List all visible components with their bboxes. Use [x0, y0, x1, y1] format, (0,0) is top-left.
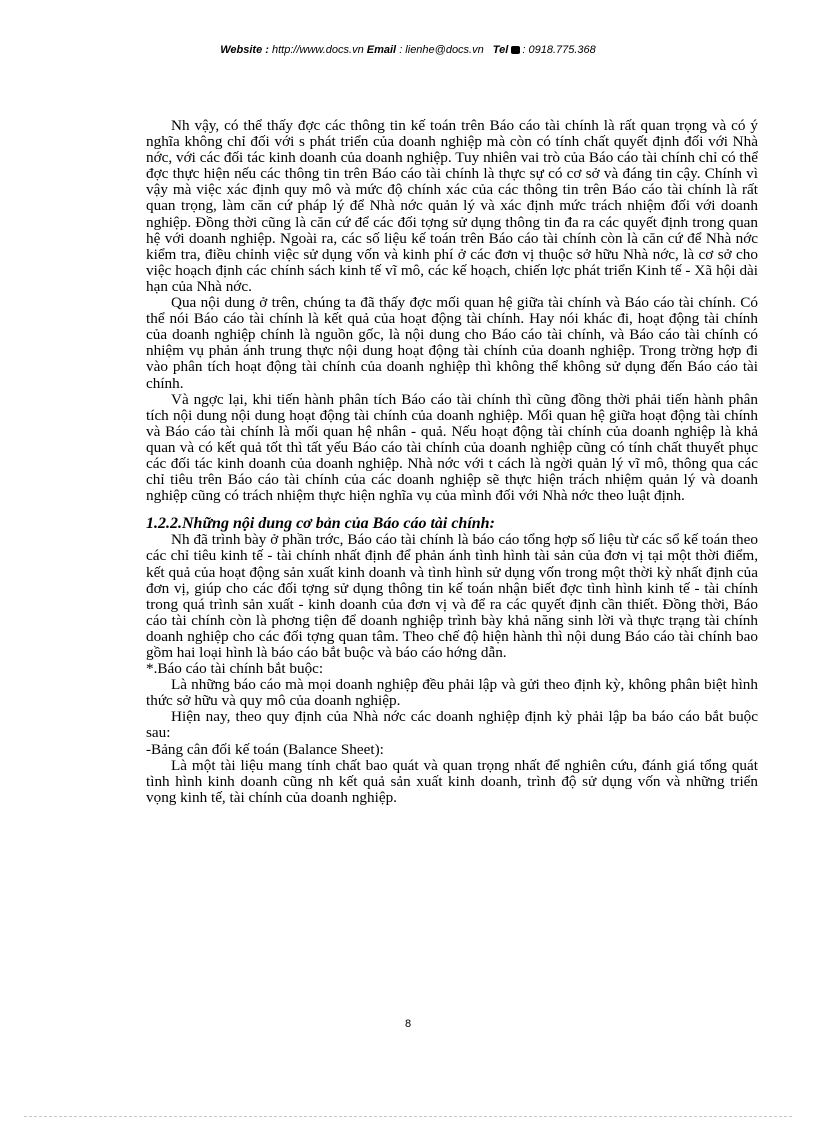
- paragraph-2: Qua nội dung ở trên, chúng ta đã thấy đợc mối quan hệ giữa tài chính và Báo cáo tài chính. Có thể nói Báo cáo tài chính là kết quả của hoạt động tài chính. Hay nói khác đi, hoạt động tài chính của doanh nghiệp chính là nguồn gốc, là nội dung cho Báo cáo tài chính, và Báo cáo tài chính có nhiệm vụ phản ánh trung thực nội dung hoạt động tài chính của doanh nghiệp. Trong trờng hợp đi vào phân tích hoạt động tài chính của doanh nghiệp thì không thể không sử dụng đến Báo cáo tài chính.: [146, 294, 758, 392]
- phone-icon: [511, 46, 520, 54]
- page-header: [0, 44, 816, 56]
- paragraph-7: Hiện nay, theo quy định của Nhà nớc các doanh nghiệp định kỳ phải lập ba báo cáo bắt buộc sau:: [146, 708, 758, 742]
- tel-label: Tel: [492, 44, 509, 56]
- paragraph-5: *.Báo cáo tài chính bắt buộc:: [146, 660, 324, 678]
- section-heading: 1.2.2.Những nội dung cơ bản của Báo cáo tài chính:: [146, 515, 495, 533]
- phone-number: : 0918.775.368: [522, 44, 596, 56]
- website-url[interactable]: http://www.docs.vn: [271, 44, 364, 56]
- paragraph-8: -Bảng cân đối kế toán (Balance Sheet):: [146, 740, 384, 758]
- paragraph-6: Là những báo cáo mà mọi doanh nghiệp đều phải lập và gửi theo định kỳ, không phân biệt hình thức sở hữu và quy mô của doanh nghiệp.: [146, 676, 758, 710]
- paragraph-1: Nh vậy, có thể thấy đợc các thông tin kế toán trên Báo cáo tài chính là rất quan trọng và có ý nghĩa không chỉ đối với s phát triển của doanh nghiệp mà còn có tính chất quyết định đối với Nhà nớc, với các đối tác kinh doanh của doanh nghiệp. Tuy nhiên vai trò của Báo cáo tài chính chỉ có thể đợc thực hiện nếu các thông tin trên Báo cáo tài chính là thực sự có cơ sở và đáng tin cậy. Chính vì vậy mà việc xác định quy mô và mức độ chính xác của các thông tin trên Báo cáo tài chính là rất quan trọng, làm căn cứ pháp lý để Nhà nớc quản lý và xác định mức trách nhiệm đối với doanh nghiệp. Đồng thời cũng là căn cứ để các đối tợng sử dụng thông tin đa ra các quyết định trong quan hệ với doanh nghiệp. Ngoài ra, các số liệu kế toán trên Báo cáo tài chính còn là căn cứ để Nhà nớc kiểm tra, điều chỉnh việc sử dụng vốn và kinh phí ở các đơn vị thuộc sở hữu Nhà nớc, là cơ sở cho việc hoạch định các chính sách kinh tế vĩ mô, các kế hoạch, chiến lợc phát triển Kinh tế - Xã hội dài hạn của Nhà nớc.: [146, 117, 758, 295]
- email-label: Email: [366, 44, 397, 56]
- footer-divider: [24, 1116, 792, 1117]
- paragraph-3: Và ngợc lại, khi tiến hành phân tích Báo cáo tài chính thì cũng đồng thời phải tiến hành phân tích nội dung nội dung hoạt động tài chính của doanh nghiệp. Mối quan hệ giữa hoạt động tài chính và Báo cáo tài chính là mối quan hệ nhân - quả. Nếu hoạt động tài chính của doanh nghiệp là khả quan và có kết quả tốt thì tất yếu Báo cáo tài chính của doanh nghiệp cũng có tính chất thuyết phục các đối tác kinh doanh của doanh nghiệp. Nhà nớc với t cách là ngời quản lý vĩ mô, thông qua các chỉ tiêu trên Báo cáo tài chính của các doanh nghiệp sẽ thực hiện trách nhiệm quản lý và doanh nghiệp cũng có trách nhiệm thực hiện nghĩa vụ của mình đối với Nhà nớc theo luật định.: [146, 390, 758, 505]
- website-label: Website :: [220, 44, 269, 56]
- email-address[interactable]: : lienhe@docs.vn: [399, 44, 484, 56]
- paragraph-9: Là một tài liệu mang tính chất bao quát và quan trọng nhất để nghiên cứu, đánh giá tổng quát tình hình kinh doanh cũng nh kết quả sản xuất kinh doanh, trình độ sử dụng vốn và những triển vọng kinh tế, tài chính của doanh nghiệp.: [146, 756, 758, 806]
- paragraph-4: Nh đã trình bày ở phần trớc, Báo cáo tài chính là báo cáo tổng hợp số liệu từ các sổ kế toán theo các chỉ tiêu kinh tế - tài chính nhất định để phản ánh tình hình tài sản của đơn vị tại một thời điểm, kết quả của hoạt động sản xuất kinh doanh và tình hình sử dụng vốn trong một thời kỳ nhất định của đơn vị, giúp cho các đối tợng sử dụng thông tin kế toán nhận biết đợc tình hình kinh tế - tài chính trong quá trình sản xuất - kinh doanh của đơn vị và để ra các quyết định cần thiết. Đồng thời, Báo cáo tài chính còn là phơng tiện để doanh nghiệp trình bày khả năng sinh lời và thực trạng tài chính doanh nghiệp cho các đối tợng quan tâm. Theo chế độ hiện hành thì nội dung Báo cáo tài chính bao gồm hai loại hình là báo cáo bắt buộc và báo cáo hớng dẫn.: [146, 531, 758, 661]
- document-body: [146, 118, 758, 806]
- page-number: 8: [404, 1018, 412, 1030]
